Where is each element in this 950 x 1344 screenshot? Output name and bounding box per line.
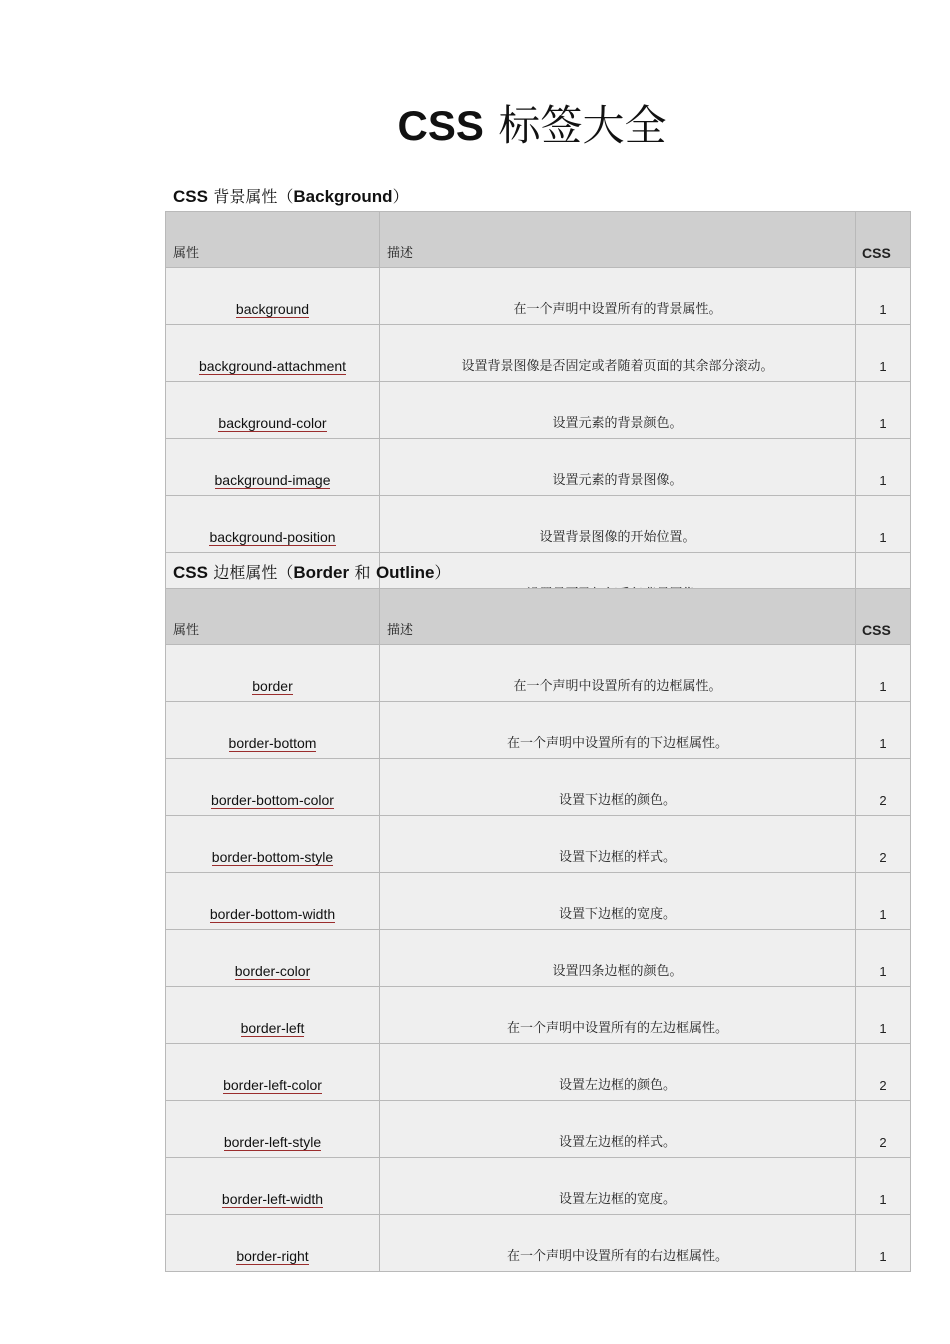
table-row	[166, 1044, 911, 1101]
description-cell: 设置左边框的宽度。	[380, 1158, 856, 1215]
page-title-latin: CSS	[397, 102, 484, 150]
property-cell	[166, 382, 380, 439]
css-version-cell: 2	[856, 1044, 911, 1101]
css-version-cell: 1	[856, 645, 911, 702]
css-version-cell: 1	[856, 268, 911, 325]
css-version-cell: 2	[856, 759, 911, 816]
heading-label: 边框属性（	[213, 563, 294, 582]
table-row	[166, 325, 911, 382]
property-link[interactable]: border	[252, 678, 293, 694]
table-row	[166, 1215, 911, 1272]
description-cell: 设置四条边框的颜色。	[380, 930, 856, 987]
css-version-cell: 1	[856, 439, 911, 496]
property-link[interactable]: border-left-color	[223, 1077, 322, 1093]
heading-en2: Outline	[375, 563, 435, 582]
header-css: CSS	[856, 589, 911, 645]
heading-suffix: ）	[392, 187, 409, 206]
property-cell	[166, 1158, 380, 1215]
table-row	[166, 930, 911, 987]
heading-en: Background	[293, 187, 393, 206]
property-link[interactable]: background-position	[209, 529, 336, 545]
table-row	[166, 645, 911, 702]
description-cell: 在一个声明中设置所有的背景属性。	[380, 268, 856, 325]
property-link[interactable]: border-color	[234, 963, 311, 979]
description-cell: 设置元素的背景图像。	[380, 439, 856, 496]
property-cell	[166, 325, 380, 382]
property-link[interactable]: background-attachment	[198, 358, 347, 374]
table-row	[166, 382, 911, 439]
header-property: 属性	[166, 589, 380, 645]
css-version-cell: 1	[856, 702, 911, 759]
css-version-cell: 1	[856, 382, 911, 439]
css-version-cell: 1	[856, 1215, 911, 1272]
property-cell	[166, 759, 380, 816]
table-row	[166, 816, 911, 873]
heading-mid: 和	[354, 563, 371, 582]
css-version-cell: 1	[856, 1158, 911, 1215]
heading-prefix: CSS	[173, 187, 208, 206]
table-row	[166, 759, 911, 816]
css-version-cell: 2	[856, 1101, 911, 1158]
property-cell	[166, 645, 380, 702]
property-link[interactable]: background	[235, 301, 310, 317]
property-link[interactable]: border-left	[240, 1020, 305, 1036]
table-header-row	[166, 589, 911, 645]
background-table-body	[166, 268, 911, 610]
table-header-row	[166, 212, 911, 268]
css-version-cell: 1	[856, 325, 911, 382]
section-heading-background	[173, 186, 409, 208]
property-cell	[166, 1044, 380, 1101]
property-link[interactable]: border-bottom-style	[211, 849, 334, 865]
page-title-cjk: 标签大全	[498, 101, 667, 151]
table-row	[166, 987, 911, 1044]
property-cell	[166, 930, 380, 987]
property-link[interactable]: border-bottom	[228, 735, 317, 751]
property-cell	[166, 702, 380, 759]
description-cell: 设置背景图像是否固定或者随着页面的其余部分滚动。	[380, 325, 856, 382]
description-cell: 设置元素的背景颜色。	[380, 382, 856, 439]
css-version-cell: 1	[856, 987, 911, 1044]
css-version-cell: 2	[856, 816, 911, 873]
header-description: 描述	[380, 589, 856, 645]
property-link[interactable]: border-bottom-width	[209, 906, 336, 922]
css-version-cell: 1	[856, 496, 911, 553]
property-cell	[166, 439, 380, 496]
property-cell	[166, 816, 380, 873]
table-row	[166, 1158, 911, 1215]
description-cell: 设置背景图像的开始位置。	[380, 496, 856, 553]
description-cell: 设置下边框的宽度。	[380, 873, 856, 930]
page-title	[0, 100, 950, 152]
description-cell: 在一个声明中设置所有的左边框属性。	[380, 987, 856, 1044]
table-row	[166, 873, 911, 930]
description-cell: 在一个声明中设置所有的边框属性。	[380, 645, 856, 702]
property-link[interactable]: border-left-style	[223, 1134, 322, 1150]
heading-en: Border	[293, 563, 350, 582]
border-properties-table	[165, 588, 911, 1272]
description-cell: 设置下边框的样式。	[380, 816, 856, 873]
heading-label: 背景属性（	[213, 187, 294, 206]
property-cell	[166, 873, 380, 930]
property-link[interactable]: border-bottom-color	[211, 792, 334, 808]
description-cell: 设置左边框的样式。	[380, 1101, 856, 1158]
description-cell: 在一个声明中设置所有的下边框属性。	[380, 702, 856, 759]
property-cell	[166, 496, 380, 553]
heading-prefix: CSS	[173, 563, 208, 582]
property-cell	[166, 1101, 380, 1158]
property-link[interactable]: border-left-width	[221, 1191, 324, 1207]
table-row	[166, 439, 911, 496]
css-version-cell: 1	[856, 873, 911, 930]
description-cell: 在一个声明中设置所有的右边框属性。	[380, 1215, 856, 1272]
background-properties-table	[165, 211, 911, 610]
css-version-cell: 1	[856, 930, 911, 987]
header-css: CSS	[856, 212, 911, 268]
heading-suffix: ）	[434, 563, 451, 582]
border-table-body	[166, 645, 911, 1272]
table-row	[166, 268, 911, 325]
description-cell: 设置左边框的颜色。	[380, 1044, 856, 1101]
table-row	[166, 702, 911, 759]
table-row	[166, 496, 911, 553]
property-cell	[166, 1215, 380, 1272]
property-link[interactable]: background-color	[218, 415, 327, 431]
header-description: 描述	[380, 212, 856, 268]
property-cell	[166, 268, 380, 325]
header-property: 属性	[166, 212, 380, 268]
section-heading-border	[173, 562, 451, 584]
property-cell	[166, 987, 380, 1044]
description-cell: 设置下边框的颜色。	[380, 759, 856, 816]
property-link[interactable]: background-image	[214, 472, 331, 488]
table-row	[166, 1101, 911, 1158]
property-link[interactable]: border-right	[236, 1248, 309, 1264]
